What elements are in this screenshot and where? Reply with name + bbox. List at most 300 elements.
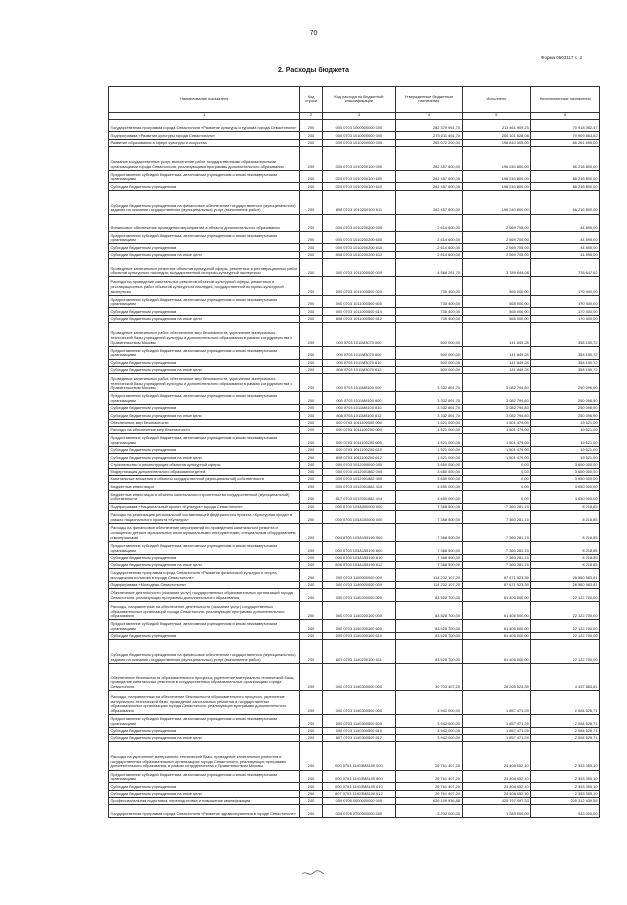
row-name: Проведение капитальных работ, обеспечение мер безопасности, укрепление материально-технической базы учреждений культуры и дополнительного образования в рамках сотрудничества с Правительством Москвы bbox=[109, 322, 300, 346]
row-unexecuted: 170 400,00 bbox=[531, 315, 600, 322]
row-approved: 275 011 491,70 bbox=[396, 132, 462, 139]
row-unexecuted: 8 218,85 bbox=[531, 503, 600, 510]
row-unexecuted: 3 650 000,00 bbox=[531, 490, 600, 503]
row-kbk: 000 0703 1140200100 610 bbox=[322, 633, 396, 640]
row-name: Предоставление субсидий бюджетным, автономным учреждениям и иным некоммерческим организациям bbox=[109, 231, 300, 244]
row-approved: 500 000,00 bbox=[396, 366, 462, 373]
row-name: Оказание государственных услуг, выполнение работ государственными образовательными организациями города Севастополя, реализующими программы дополнительного образования bbox=[109, 146, 300, 170]
row-approved: 3 332 891,70 bbox=[396, 405, 462, 412]
row-name: Субсидии бюджетным учреждениям на иные цели bbox=[109, 412, 300, 419]
row-kbk: 000 0703 1011100000 000 bbox=[322, 419, 396, 426]
row-executed: 2 569 705,00 bbox=[462, 244, 531, 251]
row-executed: 420 797 497,33 bbox=[462, 797, 531, 804]
row-name: Субсидии бюджетным учреждениям на иные цели bbox=[109, 454, 300, 461]
row-unexecuted: 22 122 700,00 bbox=[531, 620, 600, 633]
table-row bbox=[109, 454, 600, 461]
row-approved: 7 368 500,00 bbox=[396, 523, 462, 541]
row-approved: 26 761 407,20 bbox=[396, 790, 462, 797]
row-name: Предоставление субсидий бюджетным, автономным учреждениям и иным некоммерческим организациям bbox=[109, 392, 300, 405]
row-unexecuted: 44 895,00 bbox=[531, 251, 600, 258]
row-kbk: 000 0703 1140200100 600 bbox=[322, 620, 396, 633]
row-approved: 3 650 000,00 bbox=[396, 461, 462, 468]
row-approved: 83 528 700,00 bbox=[396, 633, 462, 640]
row-name: Расходы, направленные на обеспечение деятельности (оказание услуг) государственных образовательных организаций города Севастополя, реализующих программы дополнительного образования bbox=[109, 602, 300, 620]
row-approved: 1 521 000,00 bbox=[396, 434, 462, 447]
row-executed: 196 240 800,00 bbox=[462, 170, 531, 183]
table-row bbox=[109, 244, 600, 251]
row-unexecuted: 358 150,72 bbox=[531, 359, 600, 366]
row-unexecuted: 2 353 355,10 bbox=[531, 742, 600, 770]
row-code: 200 bbox=[300, 523, 322, 541]
row-executed: 3 082 794,80 bbox=[462, 412, 531, 419]
header-kbk: Код расхода по бюджетной классификации bbox=[322, 87, 396, 113]
row-code: 200 bbox=[300, 476, 322, 483]
row-code: 200 bbox=[300, 664, 322, 691]
row-kbk: 000 0703 1140300500 000 bbox=[322, 691, 396, 715]
row-code: 200 bbox=[300, 561, 322, 568]
table-row bbox=[109, 790, 600, 797]
row-unexecuted: 358 150,72 bbox=[531, 346, 600, 359]
row-name: Расходы на проведение капитальных ремонтов объектов культурной сферы, ремонтных и реставрационных работ объектов культурного наследия, государственной историко-культурной экспертизы bbox=[109, 277, 300, 295]
row-executed: 7 360 281,15 bbox=[462, 523, 531, 541]
row-code: 200 bbox=[300, 259, 322, 277]
row-executed: 0,00 bbox=[462, 490, 531, 503]
row-executed: 7 360 281,15 bbox=[462, 503, 531, 510]
row-name: Проведение капитальных ремонтов объектов культурной сферы, ремонтных и реставрационных работ объектов культурного наследия, государственной историко-культурной экспертизы bbox=[109, 259, 300, 277]
row-kbk: 000 0703 1010200200 610 bbox=[322, 244, 396, 251]
table-row bbox=[109, 146, 600, 170]
row-approved: 3 650 000,00 bbox=[396, 483, 462, 490]
table-row bbox=[109, 315, 600, 322]
row-approved: 3 650 000,00 bbox=[396, 490, 462, 503]
row-approved: 26 761 407,20 bbox=[396, 783, 462, 790]
row-unexecuted: 66 216 800,00 bbox=[531, 170, 600, 183]
row-kbk: 000 0705 0000000000 000 bbox=[322, 797, 396, 804]
row-approved: 3 332 891,70 bbox=[396, 374, 462, 392]
row-approved: 2 614 600,00 bbox=[396, 251, 462, 258]
row-executed: 141 849,28 bbox=[462, 359, 531, 366]
table-row bbox=[109, 735, 600, 742]
row-executed: 211 461 909,23 bbox=[462, 119, 531, 132]
row-name: Государственная программа города Севастополя «Развитие культуры и туризма города Севастополя» bbox=[109, 119, 300, 132]
row-code: 200 bbox=[300, 119, 322, 132]
row-code: 200 bbox=[300, 146, 322, 170]
row-approved: 26 761 407,20 bbox=[396, 770, 462, 783]
row-code: 200 bbox=[300, 490, 322, 503]
row-approved: 83 528 700,00 bbox=[396, 589, 462, 602]
row-executed: 1 501 479,00 bbox=[462, 447, 531, 454]
row-code: 200 bbox=[300, 691, 322, 715]
row-unexecuted: 778 647,62 bbox=[531, 259, 600, 277]
row-name: Капитальные вложения в объекты государственной (муниципальной) собственности bbox=[109, 476, 300, 483]
row-unexecuted: 66 216 800,00 bbox=[531, 183, 600, 190]
table-row bbox=[109, 392, 600, 405]
row-approved: 3 942 000,00 bbox=[396, 735, 462, 742]
row-name: Обеспечение деятельности (оказание услуг) государственных образовательных организаций города Севастополя, реализующих программы дополнительного образования bbox=[109, 589, 300, 602]
row-unexecuted: 3 650 000,00 bbox=[531, 461, 600, 468]
row-executed: 3 789 644,08 bbox=[462, 259, 531, 277]
row-kbk: 000 0703 1011M3070 600 bbox=[322, 346, 396, 359]
row-name: Подпрограмма «Молодежь Севастополя» bbox=[109, 581, 300, 588]
row-name: Субсидии бюджетным учреждениям bbox=[109, 308, 300, 315]
row-kbk: 000 0703 1011100200 610 bbox=[322, 447, 396, 454]
row-executed: 565 000,00 bbox=[462, 277, 531, 295]
row-kbk: 000 0703 1140300500 610 bbox=[322, 727, 396, 734]
section-title: 2. Расходы бюджета bbox=[278, 67, 349, 74]
row-executed: 196 240 800,00 bbox=[462, 190, 531, 214]
row-kbk: 808 0703 103A155190 612 bbox=[322, 561, 396, 568]
table-row bbox=[109, 183, 600, 190]
table-row bbox=[109, 633, 600, 640]
row-executed: 3 082 794,80 bbox=[462, 405, 531, 412]
row-name: Субсидии бюджетным учреждениям bbox=[109, 727, 300, 734]
row-code: 200 bbox=[300, 366, 322, 373]
row-unexecuted: 250 096,90 bbox=[531, 392, 600, 405]
header-executed: Исполнено bbox=[462, 87, 531, 113]
row-unexecuted: 44 895,00 bbox=[531, 244, 600, 251]
row-name: Субсидии бюджетным учреждениям bbox=[109, 405, 300, 412]
row-code: 200 bbox=[300, 392, 322, 405]
row-name: Бюджетные инвестиции bbox=[109, 483, 300, 490]
row-code: 200 bbox=[300, 322, 322, 346]
row-name: Обеспечение мер безопасности bbox=[109, 419, 300, 426]
row-name: Проведение капитальных работ, обеспечение мер безопасности, укрепление материально-технической базы учреждений культуры и дополнительного образования в рамках сотрудничества с Правительством Москвы bbox=[109, 374, 300, 392]
table-row bbox=[109, 419, 600, 426]
row-approved: 735 400,00 bbox=[396, 277, 462, 295]
row-code: 200 bbox=[300, 554, 322, 561]
row-code: 200 bbox=[300, 742, 322, 770]
table-row bbox=[109, 554, 600, 561]
row-name: Подпрограмма «Национальный проект «Культура» города Севастополя» bbox=[109, 503, 300, 510]
row-code: 200 bbox=[300, 132, 322, 139]
row-approved: 735 400,00 bbox=[396, 295, 462, 308]
row-executed: 1 501 479,00 bbox=[462, 426, 531, 433]
row-executed: 24 408 052,10 bbox=[462, 790, 531, 797]
row-unexecuted: 70 909 863,62 bbox=[531, 132, 600, 139]
row-kbk: 000 0703 1140ЗМ8100 000 bbox=[322, 742, 396, 770]
row-approved: 3 332 891,70 bbox=[396, 392, 462, 405]
table-row bbox=[109, 581, 600, 588]
row-kbk: 000 0703 103A155190 600 bbox=[322, 541, 396, 554]
table-row bbox=[109, 366, 600, 373]
row-unexecuted: 2 084 528,71 bbox=[531, 735, 600, 742]
row-approved: 114 232 107,20 bbox=[396, 569, 462, 582]
row-code: 200 bbox=[300, 581, 322, 588]
row-executed: 2 569 705,00 bbox=[462, 214, 531, 231]
row-approved: 262 457 600,00 bbox=[396, 190, 462, 214]
row-approved: 4 568 291,70 bbox=[396, 259, 462, 277]
column-number: 3 bbox=[322, 112, 396, 119]
row-executed: 61 406 000,00 bbox=[462, 640, 531, 664]
column-number-row bbox=[109, 112, 600, 119]
row-name: Субсидии бюджетным учреждениям на финансовое обеспечение государственного (муниципального) задания на оказание государственных (муниципальных) услуг (выполнение работ) bbox=[109, 190, 300, 214]
row-unexecuted: 19 521,00 bbox=[531, 454, 600, 461]
row-executed: 61 406 000,00 bbox=[462, 633, 531, 640]
row-executed: 1 857 471,29 bbox=[462, 715, 531, 728]
row-kbk: 000 0703 1011100200 000 bbox=[322, 426, 396, 433]
row-kbk: 000 0703 1010200200 600 bbox=[322, 231, 396, 244]
table-row bbox=[109, 308, 600, 315]
row-code: 200 bbox=[300, 589, 322, 602]
table-row bbox=[109, 797, 600, 804]
row-approved: 30 703 407,20 bbox=[396, 664, 462, 691]
table-row bbox=[109, 805, 600, 818]
row-kbk: 000 0703 1140200100 000 bbox=[322, 602, 396, 620]
row-unexecuted: 8 218,85 bbox=[531, 554, 600, 561]
row-name: Предоставление субсидий бюджетным, автономным учреждениям и иным некоммерческим организациям bbox=[109, 434, 300, 447]
row-approved: 2 614 600,00 bbox=[396, 214, 462, 231]
row-kbk: 000 0703 1011000000 000 bbox=[322, 259, 396, 277]
row-code: 200 bbox=[300, 790, 322, 797]
row-unexecuted: 22 122 700,00 bbox=[531, 602, 600, 620]
row-name: Субсидии бюджетным учреждениям на иные цели bbox=[109, 251, 300, 258]
column-number: 6 bbox=[531, 112, 600, 119]
row-kbk: 000 0703 1011M3070 000 bbox=[322, 322, 396, 346]
row-kbk: 808 0703 1011M3070 612 bbox=[322, 366, 396, 373]
row-approved: 83 528 700,00 bbox=[396, 602, 462, 620]
row-unexecuted: 250 096,90 bbox=[531, 374, 600, 392]
row-unexecuted: 19 521,00 bbox=[531, 447, 600, 454]
row-code: 200 bbox=[300, 251, 322, 258]
row-kbk: 000 0703 103A100000 000 bbox=[322, 510, 396, 523]
table-row bbox=[109, 374, 600, 392]
row-kbk: 807 0703 1140200100 611 bbox=[322, 640, 396, 664]
table-row bbox=[109, 322, 600, 346]
row-executed: 0,00 bbox=[462, 461, 531, 468]
row-kbk: 000 0703 1011000500 610 bbox=[322, 308, 396, 315]
row-approved: 1 521 000,00 bbox=[396, 447, 462, 454]
row-executed: 87 671 523,39 bbox=[462, 569, 531, 582]
row-name: Развитие образования в сфере культуры и искусства bbox=[109, 139, 300, 146]
row-executed: 1 857 471,29 bbox=[462, 727, 531, 734]
row-kbk: 000 0703 1000000000 000 bbox=[322, 119, 396, 132]
row-executed: 1 501 479,00 bbox=[462, 454, 531, 461]
row-name: Субсидии бюджетным учреждениям bbox=[109, 359, 300, 366]
row-code: 200 bbox=[300, 244, 322, 251]
row-name: Субсидии бюджетным учреждениям на иные цели bbox=[109, 561, 300, 568]
row-executed: 204 101 628,08 bbox=[462, 132, 531, 139]
row-unexecuted: 19 521,00 bbox=[531, 434, 600, 447]
row-code: 200 bbox=[300, 419, 322, 426]
row-approved: 1 521 000,00 bbox=[396, 426, 462, 433]
row-unexecuted: 250 096,90 bbox=[531, 412, 600, 419]
table-row bbox=[109, 214, 600, 231]
table-row bbox=[109, 561, 600, 568]
row-name: Субсидии бюджетным учреждениям bbox=[109, 554, 300, 561]
row-approved: 83 528 700,00 bbox=[396, 620, 462, 633]
row-name: Субсидии бюджетным учреждениям на иные цели bbox=[109, 315, 300, 322]
row-kbk: 807 0703 1140300500 612 bbox=[322, 735, 396, 742]
table-row bbox=[109, 468, 600, 475]
column-number: 5 bbox=[462, 112, 531, 119]
row-kbk: 000 0703 1140ЗМ8100 600 bbox=[322, 770, 396, 783]
row-code: 200 bbox=[300, 295, 322, 308]
row-approved: 500 000,00 bbox=[396, 322, 462, 346]
table-row bbox=[109, 483, 600, 490]
row-approved: 735 400,00 bbox=[396, 308, 462, 315]
row-name: Предоставление субсидий бюджетным, автономным учреждениям и иным некоммерческим организациям bbox=[109, 715, 300, 728]
table-row bbox=[109, 476, 600, 483]
table-row bbox=[109, 742, 600, 770]
row-code: 200 bbox=[300, 139, 322, 146]
row-kbk: 000 0703 103A155190 000 bbox=[322, 523, 396, 541]
row-approved: 3 650 000,00 bbox=[396, 468, 462, 475]
row-approved: 83 528 700,00 bbox=[396, 640, 462, 664]
table-row bbox=[109, 190, 600, 214]
row-code: 200 bbox=[300, 346, 322, 359]
row-kbk: 000 0705 0700000000 000 bbox=[322, 805, 396, 818]
row-code: 200 bbox=[300, 797, 322, 804]
row-kbk: 000 0703 1011M8100 000 bbox=[322, 374, 396, 392]
row-approved: 3 650 000,00 bbox=[396, 476, 462, 483]
row-unexecuted: 66 216 800,00 bbox=[531, 190, 600, 214]
row-code: 200 bbox=[300, 170, 322, 183]
row-code: 200 bbox=[300, 640, 322, 664]
row-executed: 0,00 bbox=[462, 483, 531, 490]
row-unexecuted: 70 918 082,47 bbox=[531, 119, 600, 132]
table-row bbox=[109, 412, 600, 419]
table-row bbox=[109, 569, 600, 582]
row-name: Расходы, направленные на обеспечение безопасности образовательного процесса, укрепление материально-технической базы, проведение капитальных ремонтов в государственных образовательных организациях города Севастополя, реализующих программы дополнительного образования bbox=[109, 691, 300, 715]
table-row bbox=[109, 620, 600, 633]
row-approved: 500 000,00 bbox=[396, 346, 462, 359]
row-executed: 2 569 705,00 bbox=[462, 251, 531, 258]
row-executed: 26 265 523,39 bbox=[462, 664, 531, 691]
table-row bbox=[109, 434, 600, 447]
row-code: 200 bbox=[300, 315, 322, 322]
header-name: Наименование показателя bbox=[109, 87, 300, 113]
row-name: Субсидии бюджетным учреждениям на иные цели bbox=[109, 735, 300, 742]
row-executed: 141 849,28 bbox=[462, 322, 531, 346]
row-approved: 3 942 000,00 bbox=[396, 727, 462, 734]
row-name: Предоставление субсидий бюджетным, автономным учреждениям и иным некоммерческим организациям bbox=[109, 541, 300, 554]
row-approved: 262 457 600,00 bbox=[396, 170, 462, 183]
row-executed: 196 240 800,00 bbox=[462, 183, 531, 190]
row-name: Субсидии бюджетным учреждениям bbox=[109, 183, 300, 190]
row-unexecuted: 8 218,85 bbox=[531, 561, 600, 568]
row-kbk: 000 0703 1012001882 000 bbox=[322, 468, 396, 475]
row-approved: 262 457 600,00 bbox=[396, 183, 462, 190]
row-approved: 2 614 600,00 bbox=[396, 231, 462, 244]
row-code: 200 bbox=[300, 308, 322, 315]
row-unexecuted: 22 122 700,00 bbox=[531, 589, 600, 602]
column-number: 2 bbox=[300, 112, 322, 119]
row-unexecuted: 66 261 695,00 bbox=[531, 139, 600, 146]
row-code: 200 bbox=[300, 735, 322, 742]
row-kbk: 000 0703 1011000500 600 bbox=[322, 295, 396, 308]
table-row bbox=[109, 346, 600, 359]
row-unexecuted: 8 218,85 bbox=[531, 510, 600, 523]
row-approved: 7 368 500,00 bbox=[396, 541, 462, 554]
row-approved: 735 400,00 bbox=[396, 315, 462, 322]
row-unexecuted: 26 560 583,81 bbox=[531, 569, 600, 582]
row-name: Предоставление субсидий бюджетным, автономным учреждениям и иным некоммерческим организациям bbox=[109, 770, 300, 783]
table-row bbox=[109, 405, 600, 412]
row-unexecuted: 2 084 528,71 bbox=[531, 691, 600, 715]
row-kbk: 000 0703 1011000500 000 bbox=[322, 277, 396, 295]
row-executed: 1 289 000,00 bbox=[462, 805, 531, 818]
row-kbk: 817 0703 1012001882 414 bbox=[322, 490, 396, 503]
row-executed: 61 406 000,00 bbox=[462, 620, 531, 633]
row-unexecuted: 3 650 000,00 bbox=[531, 476, 600, 483]
row-unexecuted: 170 400,00 bbox=[531, 295, 600, 308]
row-code: 200 bbox=[300, 510, 322, 523]
row-approved: 2 614 600,00 bbox=[396, 244, 462, 251]
row-kbk: 000 0703 1140300000 000 bbox=[322, 664, 396, 691]
row-approved: 7 368 500,00 bbox=[396, 554, 462, 561]
row-approved: 114 232 107,20 bbox=[396, 581, 462, 588]
row-name: Предоставление субсидий бюджетным, автономным учреждениям и иным некоммерческим организациям bbox=[109, 620, 300, 633]
row-code: 200 bbox=[300, 231, 322, 244]
column-number: 1 bbox=[109, 112, 300, 119]
row-kbk: 000 0703 1010000000 000 bbox=[322, 132, 396, 139]
row-approved: 262 457 600,00 bbox=[396, 146, 462, 170]
table-row bbox=[109, 132, 600, 139]
row-kbk: 808 0703 1011000500 612 bbox=[322, 315, 396, 322]
row-kbk: 000 0703 1011M8100 600 bbox=[322, 392, 396, 405]
row-code: 200 bbox=[300, 620, 322, 633]
row-code: 200 bbox=[300, 405, 322, 412]
row-code: 200 bbox=[300, 434, 322, 447]
row-name: Субсидии бюджетным учреждениям bbox=[109, 783, 300, 790]
row-code: 200 bbox=[300, 541, 322, 554]
row-code: 200 bbox=[300, 503, 322, 510]
header-code: Код строки bbox=[300, 87, 322, 113]
row-executed: 7 360 281,15 bbox=[462, 541, 531, 554]
row-code: 200 bbox=[300, 727, 322, 734]
row-unexecuted: 2 353 355,10 bbox=[531, 790, 600, 797]
row-approved: 7 368 500,00 bbox=[396, 503, 462, 510]
row-name: Строительство и реконструкция объектов культурной сферы bbox=[109, 461, 300, 468]
row-code: 200 bbox=[300, 454, 322, 461]
expenses-table bbox=[108, 86, 600, 818]
row-name: Государственная программа города Севастополя «Развитие физической культуры и спорта, молодежная политика в городе Севастополе» bbox=[109, 569, 300, 582]
row-code: 200 bbox=[300, 602, 322, 620]
handwritten-mark bbox=[300, 868, 330, 878]
row-name: Расходы на реализацию региональной составляющей федерального проекта «Культурная среда» в рамках национального проекта «Культура» bbox=[109, 510, 300, 523]
row-name: Расходы на обеспечение мер безопасности bbox=[109, 426, 300, 433]
row-executed: 1 501 479,00 bbox=[462, 419, 531, 426]
row-kbk: 000 0703 1140000000 000 bbox=[322, 581, 396, 588]
row-name: Расходы на финансовое обеспечение мероприятий по проведению капитального ремонта и оснащению детских музыкальных школ музыкальными инструментами, специальным оборудованием и материалами bbox=[109, 523, 300, 541]
row-approved: 26 761 407,20 bbox=[396, 742, 462, 770]
row-name: Финансовое обеспечение проведения мероприятий в области дополнительного образования bbox=[109, 214, 300, 231]
row-kbk: 000 0703 1012001882 400 bbox=[322, 476, 396, 483]
row-name: Субсидии бюджетным учреждениям bbox=[109, 244, 300, 251]
row-name: Предоставление субсидий бюджетным, автономным учреждениям и иным некоммерческим организациям bbox=[109, 346, 300, 359]
table-row bbox=[109, 277, 600, 295]
header-approved: Утвержденные бюджетные назначения bbox=[396, 87, 462, 113]
table-row bbox=[109, 461, 600, 468]
row-executed: 196 240 800,00 bbox=[462, 146, 531, 170]
row-unexecuted: 2 084 528,71 bbox=[531, 715, 600, 728]
row-code: 200 bbox=[300, 374, 322, 392]
row-code: 200 bbox=[300, 770, 322, 783]
row-unexecuted: 44 895,00 bbox=[531, 214, 600, 231]
table-row bbox=[109, 251, 600, 258]
row-executed: 0,00 bbox=[462, 476, 531, 483]
row-executed: 61 406 000,00 bbox=[462, 602, 531, 620]
row-unexecuted: 22 122 700,00 bbox=[531, 640, 600, 664]
row-unexecuted: 22 122 700,00 bbox=[531, 633, 600, 640]
row-code: 200 bbox=[300, 483, 322, 490]
table-row bbox=[109, 523, 600, 541]
row-unexecuted: 44 895,00 bbox=[531, 231, 600, 244]
row-kbk: 807 0703 1140ЗМ8100 612 bbox=[322, 790, 396, 797]
row-kbk: 000 0703 1012001882 410 bbox=[322, 483, 396, 490]
row-name: Профессиональная подготовка, переподготовка и повышение квалификации bbox=[109, 797, 300, 804]
table-row bbox=[109, 640, 600, 664]
